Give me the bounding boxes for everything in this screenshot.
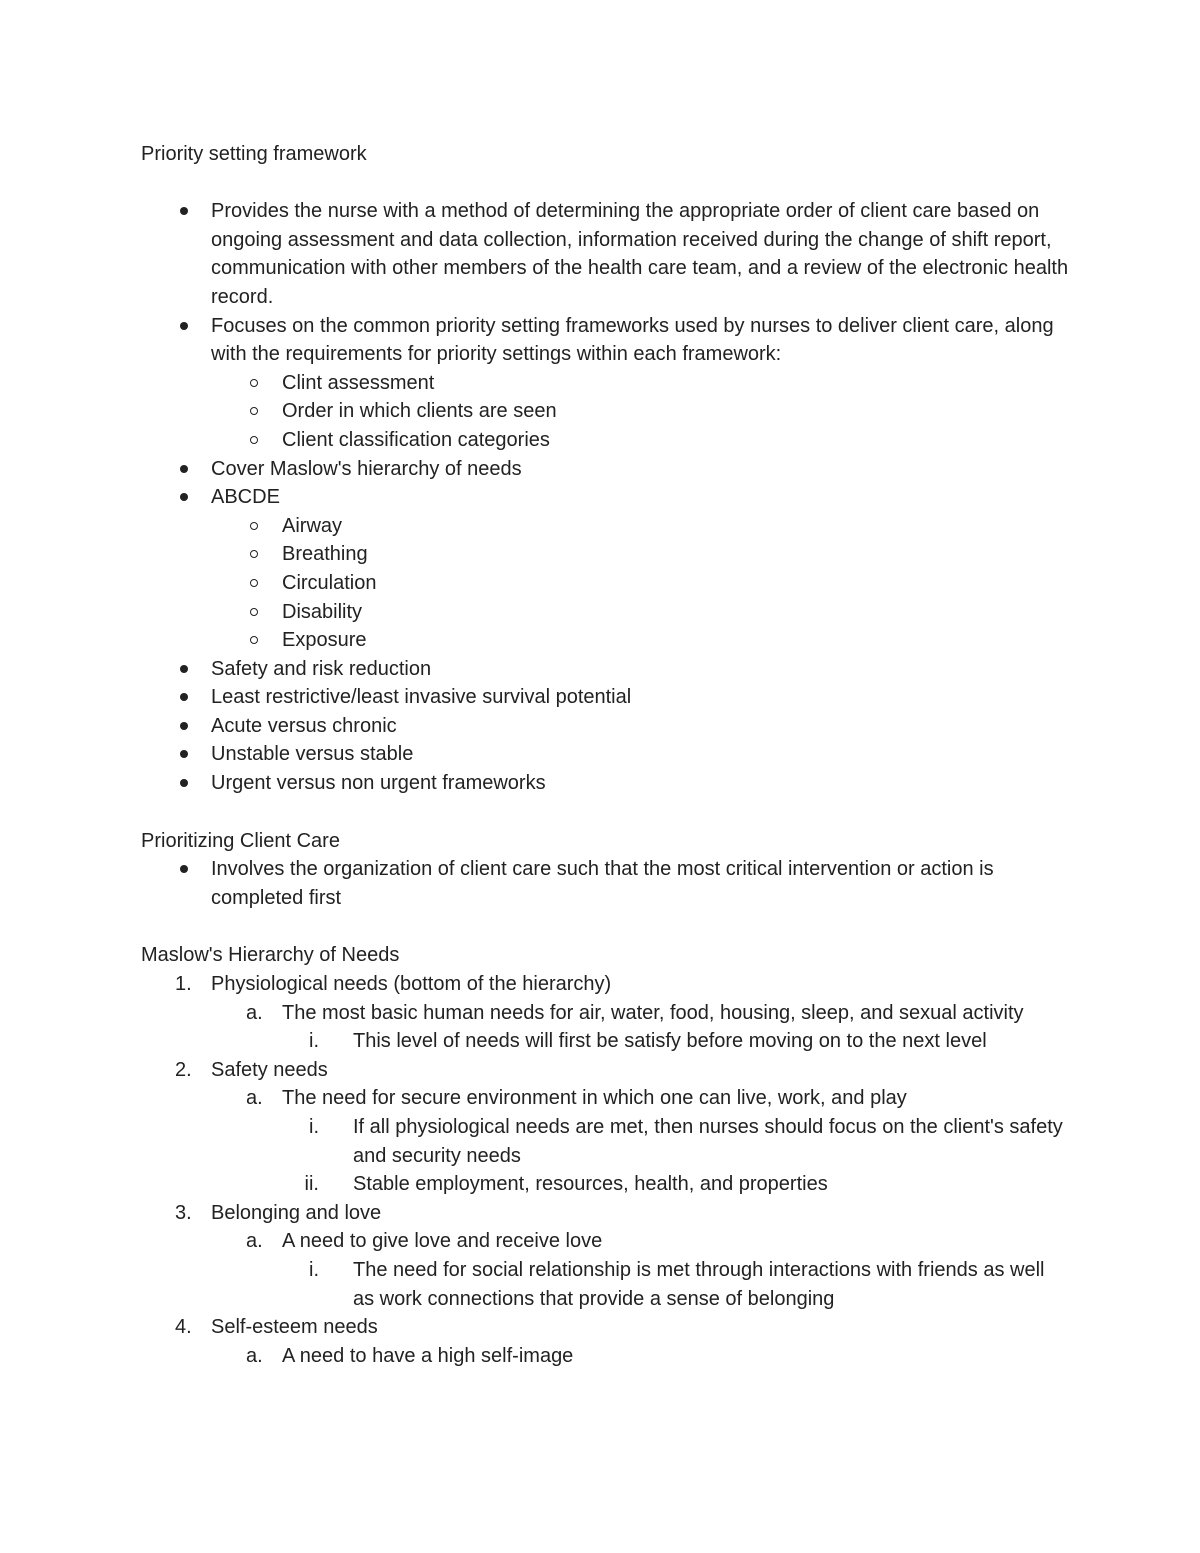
bullet-icon [180,693,188,701]
list-item-text: Exposure [282,629,367,652]
list-roman-numeral: i. [309,1258,319,1281]
list-item [141,683,1071,712]
bullet-icon [180,493,188,501]
list-item-text: This level of needs will first be satisfy before moving on to the next level [353,1030,987,1053]
list-item-text: Physiological needs (bottom of the hierarchy) [211,973,612,996]
list-item-text: Disability [282,600,363,623]
list-item [141,655,1071,684]
numbered-list-item [141,1313,1071,1342]
hollow-bullet-icon [250,379,258,387]
list-item [141,712,1071,741]
list-item-text: Focuses on the common priority setting frameworks used by nurses to deliver client care, along with the requirements for priority settings within each framework: [211,314,1054,366]
list-item-text: Unstable versus stable [211,743,414,766]
list-item-text: Stable employment, resources, health, and properties [353,1173,828,1196]
blank-line [141,798,1071,827]
roman-list-item [141,1170,1071,1199]
list-item-text: Airway [282,514,343,537]
list-item [141,740,1071,769]
bullet-icon [180,322,188,330]
list-item-text: The most basic human needs for air, water, food, housing, sleep, and sexual activity [282,1001,1024,1024]
list-item-text: Safety and risk reduction [211,657,432,680]
numbered-list-item [141,970,1071,999]
list-item [141,197,1071,311]
hollow-bullet-icon [250,550,258,558]
list-item-text: If all physiological needs are met, then nurses should focus on the client's safety and security needs [353,1116,1063,1167]
list-number: 3. [175,1201,192,1224]
hollow-bullet-icon [250,436,258,444]
list-item-text: Involves the organization of client care such that the most critical intervention or action is completed first [211,858,994,909]
numbered-list-item [141,1056,1071,1085]
list-item-text: Least restrictive/least invasive survival potential [211,686,632,709]
list-item-text: A need to give love and receive love [282,1230,603,1253]
blank-line [141,912,1071,941]
list-item-text: Acute versus chronic [211,714,397,737]
list-number: 4. [175,1316,192,1339]
bullet-icon [180,865,188,873]
list-item [141,769,1071,798]
lettered-list-item [141,1227,1071,1256]
list-item-text: Safety needs [211,1058,328,1081]
roman-list-item [141,1113,1071,1170]
list-letter: a. [246,1344,263,1367]
maslow-numbered-list [141,970,1071,1370]
list-item-text: Urgent versus non urgent frameworks [211,772,546,795]
hollow-bullet-icon [250,407,258,415]
list-item [141,312,1071,369]
list-number: 1. [175,973,192,996]
bullet-icon [180,750,188,758]
sub-list-item [141,369,1071,398]
sub-list-item [141,512,1071,541]
lettered-list-item [141,1084,1071,1113]
bullet-icon [180,207,188,215]
sub-list-item [141,626,1071,655]
list-item-text: Provides the nurse with a method of determining the appropriate order of client care based on ongoing assessment and data collection, information received during the change of shift report, communication with other members of the health care team, and a review of the electronic health record. [211,200,1069,308]
list-item-text: The need for social relationship is met through interactions with friends as well as work connections that provide a sense of belonging [353,1258,1045,1310]
priority-bullet-list [141,197,1071,797]
section-heading-priority-framework: Priority setting framework [141,143,367,165]
blank-line [141,169,1071,198]
section-heading-prioritizing-client-care: Prioritizing Client Care [141,829,340,852]
roman-list-item [141,1256,1071,1313]
list-item-text: Clint assessment [282,371,435,394]
hollow-bullet-icon [250,522,258,530]
list-item-text: Client classification categories [282,428,550,451]
list-item-text: Breathing [282,543,368,566]
lettered-list-item [141,1342,1071,1371]
list-item-text: Cover Maslow's hierarchy of needs [211,457,522,480]
list-item-text: Circulation [282,571,377,594]
list-item-text: Belonging and love [211,1201,382,1224]
list-item-text: The need for secure environment in which one can live, work, and play [282,1087,907,1110]
bullet-icon [180,665,188,673]
roman-list-item [141,1027,1071,1056]
list-number: 2. [175,1058,192,1081]
prioritizing-bullet-list [141,855,1071,912]
lettered-list-item [141,999,1071,1028]
list-roman-numeral: i. [309,1030,319,1053]
list-letter: a. [246,1001,263,1024]
hollow-bullet-icon [250,636,258,644]
list-letter: a. [246,1087,263,1110]
list-item [141,855,1071,912]
sub-list-item [141,569,1071,598]
hollow-bullet-icon [250,608,258,616]
section-heading-maslow-hierarchy: Maslow's Hierarchy of Needs [141,944,400,967]
sub-list-item [141,426,1071,455]
list-roman-numeral: i. [309,1116,319,1138]
hollow-bullet-icon [250,579,258,587]
list-item-text: Order in which clients are seen [282,400,557,423]
document-content [141,140,1071,1370]
sub-list-item [141,598,1071,627]
list-item [141,455,1071,484]
list-letter: a. [246,1230,263,1253]
numbered-list-item [141,1199,1071,1228]
list-item [141,483,1071,512]
bullet-icon [180,465,188,473]
bullet-icon [180,779,188,787]
list-item-text: A need to have a high self-image [282,1344,574,1367]
sub-list-item [141,397,1071,426]
sub-list-item [141,540,1071,569]
list-roman-numeral: ii. [304,1173,319,1196]
list-item-text: Self-esteem needs [211,1316,378,1339]
list-item-text: ABCDE [211,486,280,509]
bullet-icon [180,722,188,730]
